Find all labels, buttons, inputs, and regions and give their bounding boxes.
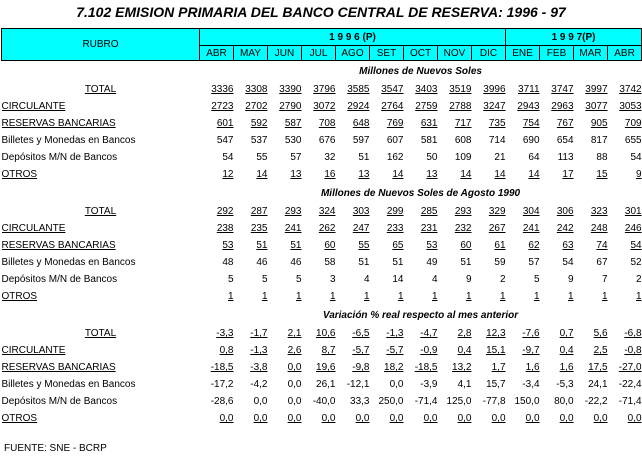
month-header: NOV bbox=[438, 46, 472, 61]
table-cell: 12 bbox=[222, 169, 234, 180]
table-cell: -6,5 bbox=[352, 328, 370, 339]
table-cell: 3247 bbox=[483, 101, 506, 112]
table-cell: 3585 bbox=[347, 84, 370, 95]
table-cell: 1 bbox=[636, 291, 642, 302]
table-cell: 2 bbox=[499, 274, 506, 285]
row-label: RESERVAS BANCARIAS bbox=[1, 240, 116, 251]
table-cell: 601 bbox=[216, 118, 234, 129]
table-cell: 2,1 bbox=[287, 328, 302, 339]
table-cell: -4,7 bbox=[420, 328, 438, 339]
section-title-row bbox=[2, 61, 642, 82]
month-header: AGO bbox=[336, 46, 370, 61]
table-cell: 1 bbox=[465, 291, 472, 302]
table-cell: -18,5 bbox=[414, 362, 438, 373]
row-label: Billetes y Monedas en Bancos bbox=[1, 257, 136, 268]
table-cell: 51 bbox=[460, 257, 472, 268]
table-cell: 3996 bbox=[483, 84, 506, 95]
page-title: 7.102 EMISION PRIMARIA DEL BANCO CENTRAL DE RESERVA: 1996 - 97 bbox=[76, 4, 566, 20]
table-cell: -3,9 bbox=[420, 379, 438, 390]
table-cell: 51 bbox=[256, 240, 268, 251]
table-row bbox=[2, 254, 642, 271]
table-cell: 303 bbox=[352, 206, 370, 217]
row-label: OTROS bbox=[1, 291, 38, 302]
table-cell: 51 bbox=[290, 240, 302, 251]
table-cell: 0,4 bbox=[457, 345, 472, 356]
table-cell: 537 bbox=[250, 135, 268, 146]
table-cell: 0,0 bbox=[389, 413, 404, 424]
source-footer: FUENTE: SNE - BCRP bbox=[4, 443, 107, 454]
table-cell: 3747 bbox=[551, 84, 574, 95]
table-cell: 0,4 bbox=[559, 345, 574, 356]
table-cell: 287 bbox=[250, 206, 268, 217]
table-cell: 150,0 bbox=[514, 396, 540, 407]
table-row bbox=[2, 325, 642, 342]
table-row bbox=[2, 166, 642, 183]
table-cell: 235 bbox=[250, 223, 268, 234]
month-header: DIC bbox=[472, 46, 506, 61]
table-cell: 1 bbox=[261, 291, 268, 302]
table-cell: 13 bbox=[426, 169, 438, 180]
table-cell: 53 bbox=[222, 240, 234, 251]
table-cell: 0,0 bbox=[525, 413, 540, 424]
table-cell: 32 bbox=[324, 152, 336, 163]
table-cell: 58 bbox=[324, 257, 336, 268]
table-cell: 3519 bbox=[449, 84, 472, 95]
table-cell: -0,9 bbox=[420, 345, 438, 356]
table-cell: 654 bbox=[556, 135, 574, 146]
table-cell: 581 bbox=[420, 135, 438, 146]
section-title: Millones de Nuevos Soles bbox=[359, 65, 482, 77]
section-spacer bbox=[2, 61, 200, 82]
table-cell: 55 bbox=[358, 240, 370, 251]
table-cell: 54 bbox=[222, 152, 234, 163]
table-cell: -9,7 bbox=[522, 345, 540, 356]
table-cell: 714 bbox=[488, 135, 506, 146]
year-1997-header: 1 9 9 7(P) bbox=[506, 29, 642, 46]
table-cell: 14 bbox=[256, 169, 268, 180]
table-cell: 3336 bbox=[211, 84, 234, 95]
table-cell: 46 bbox=[256, 257, 268, 268]
table-cell: 17,5 bbox=[588, 362, 608, 373]
table-cell: 8,7 bbox=[321, 345, 336, 356]
table-cell: 3997 bbox=[585, 84, 608, 95]
table-cell: 3796 bbox=[313, 84, 336, 95]
row-label: Depósitos M/N de Bancos bbox=[1, 396, 118, 407]
table-cell: 0,8 bbox=[219, 345, 234, 356]
table-cell: 7 bbox=[601, 274, 608, 285]
table-cell: 1 bbox=[533, 291, 540, 302]
table-cell: 2788 bbox=[449, 101, 472, 112]
month-header: ENE bbox=[506, 46, 540, 61]
table-cell: 304 bbox=[522, 206, 540, 217]
month-header: ABR bbox=[608, 46, 642, 61]
table-row bbox=[2, 149, 642, 166]
table-cell: 63 bbox=[562, 240, 574, 251]
table-cell: 3077 bbox=[585, 101, 608, 112]
table-cell: 299 bbox=[386, 206, 404, 217]
table-cell: 1,7 bbox=[491, 362, 506, 373]
row-label: Depósitos M/N de Bancos bbox=[1, 152, 118, 163]
table-cell: 12,3 bbox=[486, 328, 506, 339]
table-cell: 5 bbox=[295, 274, 302, 285]
table-cell: 547 bbox=[216, 135, 234, 146]
table-row bbox=[2, 288, 642, 305]
table-cell: 241 bbox=[284, 223, 302, 234]
table-cell: 64 bbox=[528, 152, 540, 163]
table-cell: 233 bbox=[386, 223, 404, 234]
table-cell: 24,1 bbox=[588, 379, 608, 390]
month-header: FEB bbox=[540, 46, 574, 61]
table-cell: 292 bbox=[216, 206, 234, 217]
table-cell: 59 bbox=[494, 257, 506, 268]
table-cell: 46 bbox=[290, 257, 302, 268]
table-cell: 13,2 bbox=[452, 362, 472, 373]
table-cell: 1 bbox=[431, 291, 438, 302]
table-row bbox=[2, 271, 642, 288]
table-cell: 0,0 bbox=[593, 413, 608, 424]
table-cell: -0,8 bbox=[624, 345, 642, 356]
table-cell: -40,0 bbox=[312, 396, 336, 407]
table-cell: 1 bbox=[567, 291, 574, 302]
table-row bbox=[2, 115, 642, 132]
table-cell: 232 bbox=[454, 223, 472, 234]
month-header: JUL bbox=[302, 46, 336, 61]
table-cell: -17,2 bbox=[210, 379, 234, 390]
table-cell: 769 bbox=[386, 118, 404, 129]
table-cell: 592 bbox=[250, 118, 268, 129]
table-cell: -71,4 bbox=[618, 396, 642, 407]
table-cell: -7,6 bbox=[522, 328, 540, 339]
table-cell: 655 bbox=[624, 135, 642, 146]
table-cell: -22,4 bbox=[618, 379, 642, 390]
table-cell: 242 bbox=[556, 223, 574, 234]
table-cell: 1 bbox=[227, 291, 234, 302]
table-cell: 754 bbox=[522, 118, 540, 129]
table-cell: 14 bbox=[460, 169, 472, 180]
table-cell: 4,1 bbox=[457, 379, 472, 390]
table-cell: 267 bbox=[488, 223, 506, 234]
table-cell: 109 bbox=[454, 152, 472, 163]
table-cell: 2963 bbox=[551, 101, 574, 112]
table-row bbox=[2, 237, 642, 254]
table-cell: -12,1 bbox=[346, 379, 370, 390]
table-cell: 2790 bbox=[279, 101, 302, 112]
table-cell: 14 bbox=[528, 169, 540, 180]
table-cell: 248 bbox=[590, 223, 608, 234]
table-cell: -5,3 bbox=[556, 379, 574, 390]
month-header: SET bbox=[370, 46, 404, 61]
table-cell: 67 bbox=[596, 257, 608, 268]
table-cell: 1 bbox=[397, 291, 404, 302]
table-cell: 5 bbox=[227, 274, 234, 285]
table-row bbox=[2, 203, 642, 220]
section-title: Millones de Nuevos Soles de Agosto 1990 bbox=[320, 187, 521, 199]
table-cell: 54 bbox=[562, 257, 574, 268]
table-cell: 52 bbox=[630, 257, 642, 268]
table-cell: 293 bbox=[284, 206, 302, 217]
table-cell: 250,0 bbox=[378, 396, 404, 407]
table-cell: 607 bbox=[386, 135, 404, 146]
table-row bbox=[2, 393, 642, 410]
table-cell: -5,7 bbox=[386, 345, 404, 356]
table-cell: 3403 bbox=[415, 84, 438, 95]
table-cell: -3,3 bbox=[216, 328, 234, 339]
table-cell: 17 bbox=[562, 169, 574, 180]
table-cell: 48 bbox=[222, 257, 234, 268]
table-cell: -1,3 bbox=[250, 345, 268, 356]
table-cell: 26,1 bbox=[316, 379, 336, 390]
table-cell: -9,8 bbox=[352, 362, 370, 373]
table-cell: 15,1 bbox=[486, 345, 506, 356]
table-cell: 15,7 bbox=[486, 379, 506, 390]
table-cell: 690 bbox=[522, 135, 540, 146]
row-label: CIRCULANTE bbox=[1, 101, 66, 112]
table-cell: 597 bbox=[352, 135, 370, 146]
table-cell: 631 bbox=[420, 118, 438, 129]
month-header: JUN bbox=[268, 46, 302, 61]
table-cell: 323 bbox=[590, 206, 608, 217]
table-cell: 587 bbox=[284, 118, 302, 129]
table-cell: -28,6 bbox=[210, 396, 234, 407]
table-cell: -77,8 bbox=[482, 396, 506, 407]
table-cell: 2943 bbox=[517, 101, 540, 112]
table-cell: 65 bbox=[392, 240, 404, 251]
table-cell: 9 bbox=[567, 274, 574, 285]
table-cell: 4 bbox=[363, 274, 370, 285]
table-cell: 648 bbox=[352, 118, 370, 129]
table-cell: 3072 bbox=[313, 101, 336, 112]
table-cell: 15 bbox=[596, 169, 608, 180]
table-cell: 62 bbox=[528, 240, 540, 251]
table-cell: -27,0 bbox=[618, 362, 642, 373]
table-cell: 51 bbox=[358, 152, 370, 163]
table-cell: 80,0 bbox=[554, 396, 574, 407]
table-cell: 61 bbox=[494, 240, 506, 251]
table-cell: 735 bbox=[488, 118, 506, 129]
table-cell: 49 bbox=[426, 257, 438, 268]
row-label: OTROS bbox=[1, 413, 38, 424]
row-label: CIRCULANTE bbox=[1, 223, 66, 234]
table-cell: 246 bbox=[624, 223, 642, 234]
table-cell: 0,0 bbox=[287, 362, 302, 373]
table-cell: 33,3 bbox=[350, 396, 370, 407]
table-row bbox=[2, 359, 642, 376]
row-label: TOTAL bbox=[84, 84, 117, 95]
table-cell: 2924 bbox=[347, 101, 370, 112]
table-cell: 1 bbox=[329, 291, 336, 302]
table-cell: -22,2 bbox=[584, 396, 608, 407]
section-title-row bbox=[2, 183, 642, 203]
table-row bbox=[2, 98, 642, 115]
month-header: ABR bbox=[200, 46, 234, 61]
table-cell: 51 bbox=[358, 257, 370, 268]
table-cell: 1,6 bbox=[525, 362, 540, 373]
table-cell: 60 bbox=[460, 240, 472, 251]
table-cell: 2702 bbox=[245, 101, 268, 112]
table-cell: 0,0 bbox=[389, 379, 404, 390]
table-cell: 708 bbox=[318, 118, 336, 129]
table-row bbox=[2, 342, 642, 359]
row-label: Billetes y Monedas en Bancos bbox=[1, 379, 136, 390]
table-cell: 14 bbox=[392, 169, 404, 180]
table-cell: 0,0 bbox=[423, 413, 438, 424]
table-row bbox=[2, 132, 642, 149]
table-cell: 0,0 bbox=[287, 413, 302, 424]
table-row bbox=[2, 81, 642, 98]
table-cell: 14 bbox=[392, 274, 404, 285]
table-cell: 329 bbox=[488, 206, 506, 217]
table-cell: 324 bbox=[318, 206, 336, 217]
table-cell: 2 bbox=[636, 274, 642, 285]
table-cell: 0,0 bbox=[287, 396, 302, 407]
table-cell: 53 bbox=[426, 240, 438, 251]
table-cell: 13 bbox=[358, 169, 370, 180]
table-cell: 0,7 bbox=[559, 328, 574, 339]
table-cell: 0,0 bbox=[321, 413, 336, 424]
table-cell: 676 bbox=[318, 135, 336, 146]
table-cell: 817 bbox=[590, 135, 608, 146]
table-cell: 3390 bbox=[279, 84, 302, 95]
table-cell: 4 bbox=[431, 274, 438, 285]
table-cell: 55 bbox=[256, 152, 268, 163]
table-cell: 1,6 bbox=[559, 362, 574, 373]
table-cell: 3711 bbox=[518, 84, 540, 95]
row-label: Depósitos M/N de Bancos bbox=[1, 274, 118, 285]
table-row bbox=[2, 410, 642, 427]
table-cell: -3,4 bbox=[522, 379, 540, 390]
table-cell: 608 bbox=[454, 135, 472, 146]
table-cell: -1,7 bbox=[250, 328, 268, 339]
table-cell: 530 bbox=[284, 135, 302, 146]
table-cell: 0,0 bbox=[253, 413, 268, 424]
year-1996-header: 1 9 9 6 (P) bbox=[200, 29, 506, 46]
table-cell: 1 bbox=[363, 291, 370, 302]
table-cell: 50 bbox=[426, 152, 438, 163]
table-cell: 0,0 bbox=[253, 396, 268, 407]
table-cell: -18,5 bbox=[210, 362, 234, 373]
table-cell: 113 bbox=[557, 152, 574, 163]
table-cell: 54 bbox=[630, 240, 642, 251]
month-header: OCT bbox=[404, 46, 438, 61]
table-cell: 2,8 bbox=[457, 328, 472, 339]
table-cell: 19,6 bbox=[316, 362, 336, 373]
table-cell: 0,0 bbox=[355, 413, 370, 424]
table-cell: 54 bbox=[630, 152, 642, 163]
table-cell: 51 bbox=[392, 257, 404, 268]
table-cell: 2,6 bbox=[287, 345, 302, 356]
table-cell: 905 bbox=[590, 118, 608, 129]
row-label: TOTAL bbox=[84, 328, 117, 339]
row-label: TOTAL bbox=[84, 206, 117, 217]
table-cell: 14 bbox=[494, 169, 506, 180]
table-cell: 16 bbox=[324, 169, 336, 180]
table-row bbox=[2, 376, 642, 393]
table-cell: 231 bbox=[420, 223, 438, 234]
table-cell: 9 bbox=[465, 274, 472, 285]
table-cell: 306 bbox=[556, 206, 574, 217]
table-cell: 74 bbox=[596, 240, 608, 251]
table-cell: 0,0 bbox=[627, 413, 642, 424]
table-cell: 767 bbox=[556, 118, 574, 129]
table-cell: 5 bbox=[533, 274, 540, 285]
table-cell: 3742 bbox=[619, 84, 642, 95]
table-cell: 125,0 bbox=[446, 396, 472, 407]
table-cell: 5 bbox=[261, 274, 268, 285]
data-table bbox=[1, 28, 642, 427]
table-cell: 60 bbox=[324, 240, 336, 251]
table-cell: -4,2 bbox=[250, 379, 268, 390]
table-cell: 262 bbox=[318, 223, 336, 234]
month-header: MAY bbox=[234, 46, 268, 61]
table-cell: 285 bbox=[420, 206, 438, 217]
table-cell: -3,8 bbox=[250, 362, 268, 373]
table-cell: 0,0 bbox=[491, 413, 506, 424]
table-cell: 18,2 bbox=[384, 362, 404, 373]
section-title-row bbox=[2, 305, 642, 325]
row-label: RESERVAS BANCARIAS bbox=[1, 362, 116, 373]
table-cell: 3 bbox=[329, 274, 336, 285]
month-header: MAR bbox=[574, 46, 608, 61]
table-cell: 238 bbox=[216, 223, 234, 234]
table-cell: 1 bbox=[499, 291, 506, 302]
row-label: CIRCULANTE bbox=[1, 345, 66, 356]
table-cell: 301 bbox=[624, 206, 642, 217]
table-cell: -71,4 bbox=[414, 396, 438, 407]
table-cell: 21 bbox=[494, 152, 506, 163]
table-cell: 2764 bbox=[381, 101, 404, 112]
table-cell: 2,5 bbox=[593, 345, 608, 356]
table-cell: 3053 bbox=[619, 101, 642, 112]
table-cell: 0,0 bbox=[559, 413, 574, 424]
row-label: RESERVAS BANCARIAS bbox=[1, 118, 116, 129]
table-cell: 709 bbox=[624, 118, 642, 129]
table-cell: 0,0 bbox=[457, 413, 472, 424]
table-cell: 9 bbox=[636, 169, 642, 180]
section-title: Variación % real respecto al mes anterior bbox=[322, 309, 519, 321]
table-cell: 0,0 bbox=[287, 379, 302, 390]
section-spacer bbox=[2, 305, 200, 325]
table-cell: 717 bbox=[454, 118, 472, 129]
table-cell: 162 bbox=[386, 152, 404, 163]
table-cell: 3547 bbox=[381, 84, 404, 95]
row-label: OTROS bbox=[1, 169, 38, 180]
table-cell: 241 bbox=[522, 223, 540, 234]
table-cell: 1 bbox=[295, 291, 302, 302]
table-cell: 57 bbox=[528, 257, 540, 268]
table-cell: 13 bbox=[290, 169, 302, 180]
table-cell: 10,6 bbox=[316, 328, 336, 339]
table-cell: 2723 bbox=[211, 101, 234, 112]
section-spacer bbox=[2, 183, 200, 203]
table-row bbox=[2, 220, 642, 237]
table-cell: 293 bbox=[454, 206, 472, 217]
table-cell: 0,0 bbox=[219, 413, 234, 424]
table-cell: 3308 bbox=[245, 84, 268, 95]
rubro-header: RUBRO bbox=[2, 29, 200, 61]
table-cell: 88 bbox=[596, 152, 608, 163]
row-label: Billetes y Monedas en Bancos bbox=[1, 135, 136, 146]
table-cell: 57 bbox=[290, 152, 302, 163]
table-cell: -1,3 bbox=[386, 328, 404, 339]
table-cell: -5,7 bbox=[352, 345, 370, 356]
table-cell: -6,8 bbox=[624, 328, 642, 339]
table-cell: 5,6 bbox=[593, 328, 608, 339]
table-body bbox=[2, 61, 642, 428]
table-cell: 1 bbox=[601, 291, 608, 302]
table-cell: 247 bbox=[352, 223, 370, 234]
table-cell: 2759 bbox=[415, 101, 438, 112]
